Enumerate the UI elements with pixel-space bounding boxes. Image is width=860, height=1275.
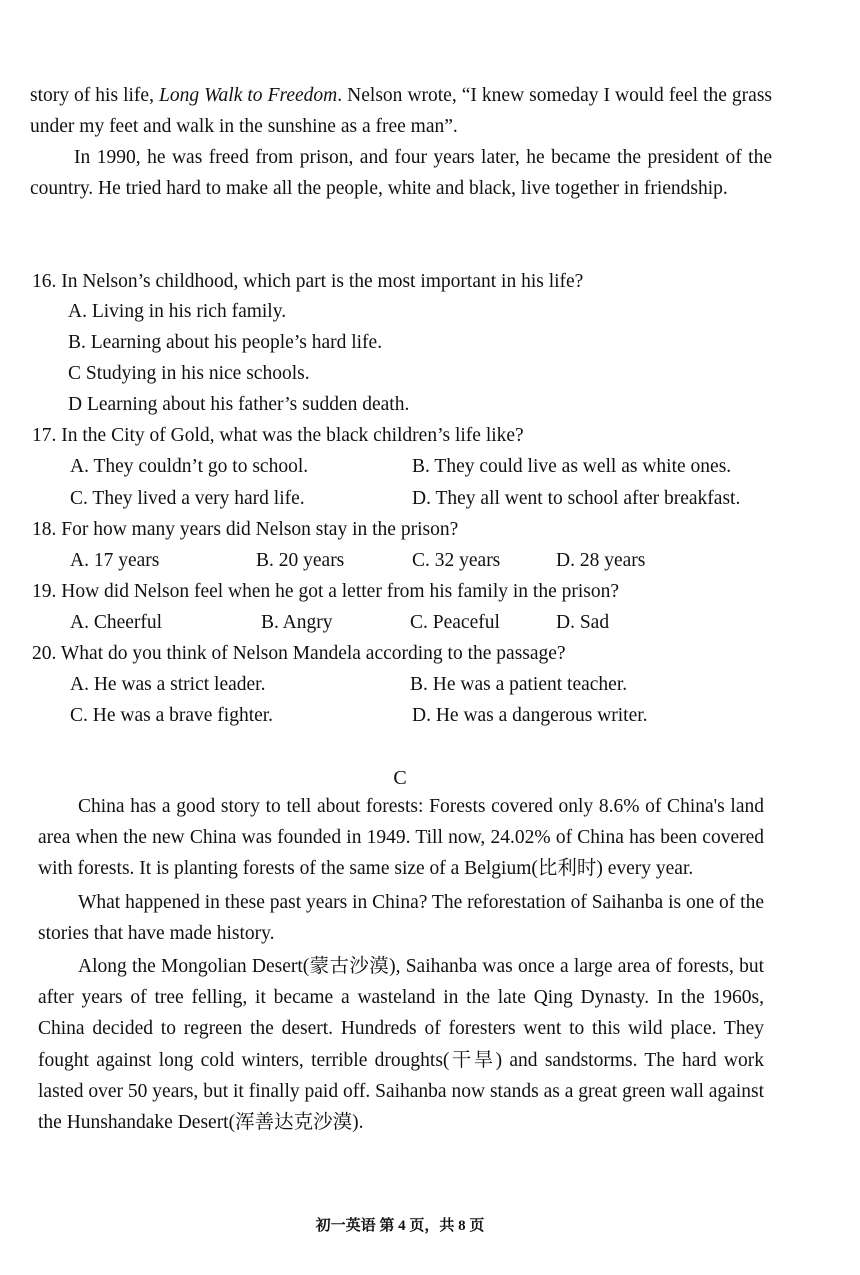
- question-20-option-a: A. He was a strict leader.: [70, 674, 266, 695]
- passage-paragraph: What happened in these past years in China? The reforestation of Saihanba is one of the stories that have made history.: [38, 891, 764, 944]
- passage-paragraph: China has a good story to tell about forests: Forests covered only 8.6% of China's land area when the new China was founded in 1949. Till now, 24.02% of China has been covered with forests. It is planting forests of the same size of a Belgium(比利时) every year.: [38, 796, 764, 880]
- question-17-stem: 17. In the City of Gold, what was the black children’s life like?: [32, 425, 524, 446]
- passage-paragraph: Along the Mongolian Desert(蒙古沙漠), Saihanba was once a large area of forests, but after years of tree felling, it became a wasteland in the late Qing Dynasty. In the 1960s, China decided to regreen the desert. Hundreds of foresters went to this wild place. They fought against long cold winters, terrible droughts(干旱) and sandstorms. The hard work lasted over 50 years, but it finally paid off. Saihanba now stands as a great green wall against the Hunshandake Desert(浑善达克沙漠).: [38, 956, 764, 1134]
- question-18-stem: 18. For how many years did Nelson stay in the prison?: [32, 519, 459, 540]
- question-16-option-d: D Learning about his father’s sudden death.: [68, 394, 410, 415]
- question-17-option-b: B. They could live as well as white ones.: [412, 456, 732, 477]
- question-20-option-b: B. He was a patient teacher.: [410, 674, 628, 695]
- question-18-option-c: C. 32 years: [412, 550, 501, 571]
- question-20-option-c: C. He was a brave fighter.: [70, 705, 274, 726]
- question-20-option-d: D. He was a dangerous writer.: [412, 705, 648, 726]
- question-16-option-b: B. Learning about his people’s hard life.: [68, 332, 383, 353]
- book-title: Long Walk to Freedom: [158, 85, 338, 106]
- question-16-option-a: A. Living in his rich family.: [68, 301, 287, 322]
- question-18-option-d: D. 28 years: [556, 550, 646, 571]
- passage-paragraph: [30, 80, 772, 142]
- question-19-option-b: B. Angry: [261, 612, 333, 633]
- paragraph-text: . Nelson wrote, “I knew someday I would feel the grass under my feet and walk in the sunshine as a free man”.: [30, 85, 772, 137]
- question-19-option-d: D. Sad: [556, 612, 610, 633]
- question-17-option-c: C. They lived a very hard life.: [70, 488, 305, 509]
- question-17-option-d: D. They all went to school after breakfast.: [412, 488, 741, 509]
- paragraph-text: story of his life,: [30, 85, 159, 106]
- question-18-option-b: B. 20 years: [256, 550, 345, 571]
- page-footer: 初一英语 第 4 页，共 8 页: [315, 1218, 485, 1234]
- question-19-option-a: A. Cheerful: [70, 612, 163, 633]
- question-16-stem: 16. In Nelson’s childhood, which part is the most important in his life?: [32, 271, 584, 292]
- section-c-heading: C: [393, 767, 407, 789]
- question-16-option-c: C Studying in his nice schools.: [68, 363, 310, 384]
- passage-b-ending: [30, 80, 772, 204]
- section-c-passage: [38, 791, 764, 1138]
- question-19-option-c: C. Peaceful: [410, 612, 500, 633]
- question-19-stem: 19. How did Nelson feel when he got a letter from his family in the prison?: [32, 581, 620, 602]
- question-17-option-a: A. They couldn’t go to school.: [70, 456, 309, 477]
- question-20-stem: 20. What do you think of Nelson Mandela according to the passage?: [32, 643, 566, 664]
- question-18-option-a: A. 17 years: [70, 550, 160, 571]
- passage-paragraph: In 1990, he was freed from prison, and four years later, he became the president of the country. He tried hard to make all the people, white and black, live together in friendship.: [30, 147, 772, 199]
